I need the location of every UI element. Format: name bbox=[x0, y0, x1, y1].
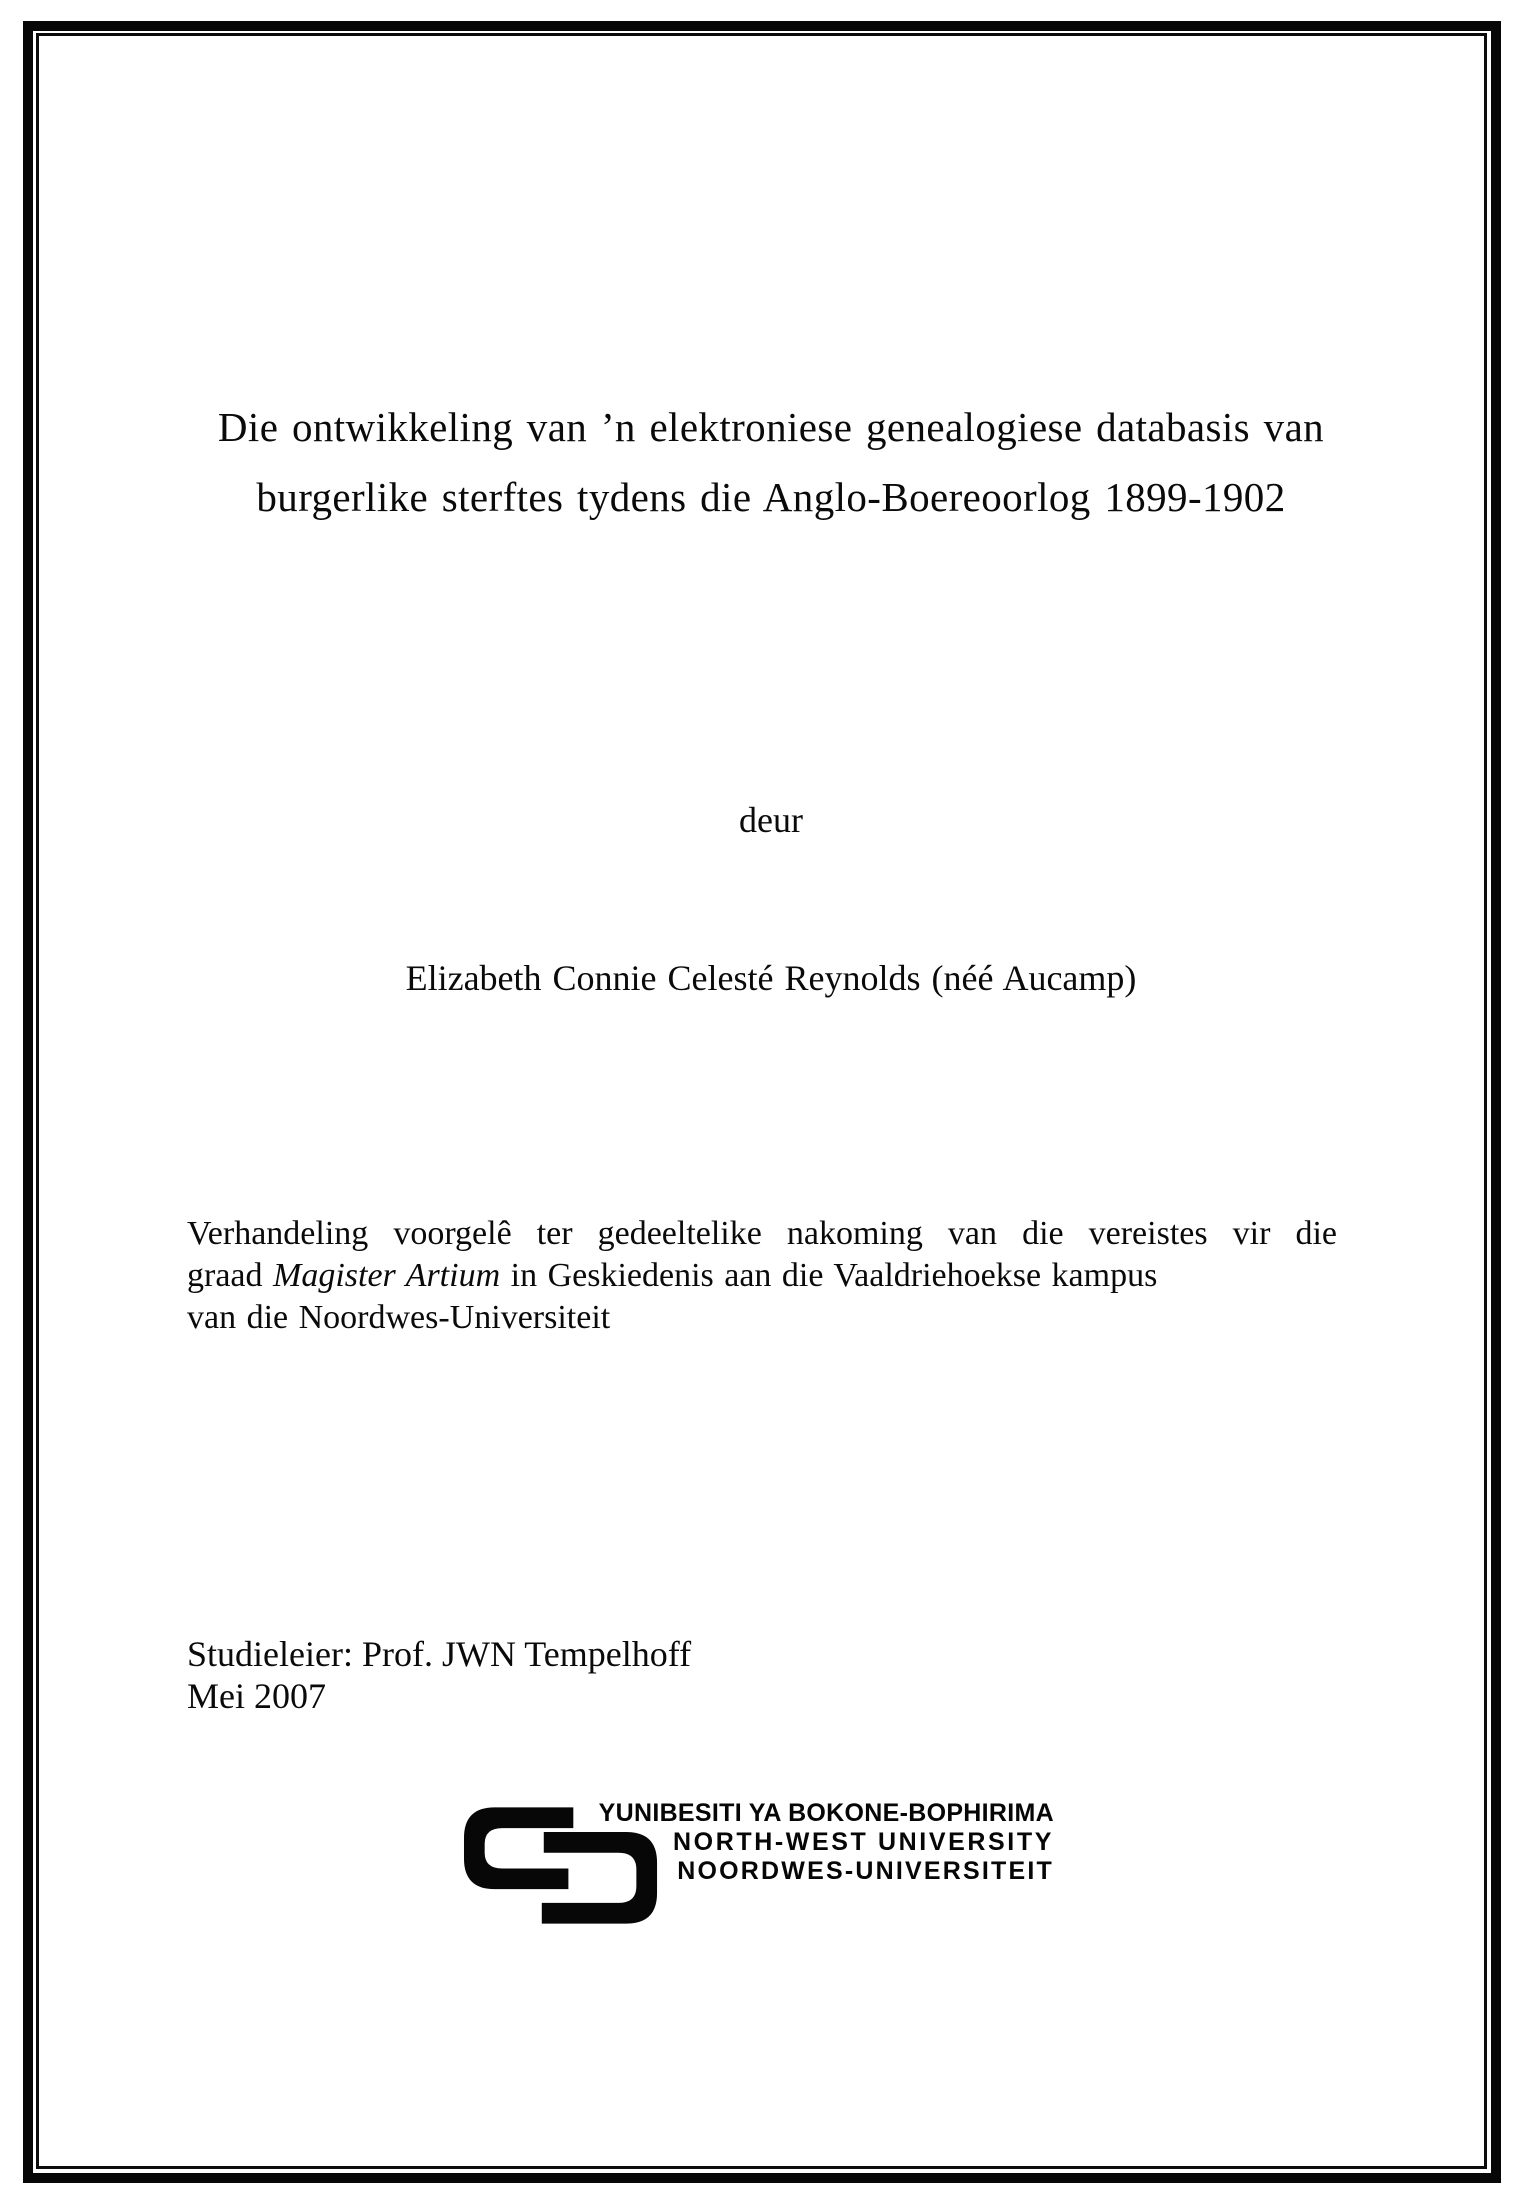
degree-statement-line2-suffix: in Geskiedenis aan die Vaaldriehoekse kampus bbox=[500, 1257, 1158, 1294]
degree-statement bbox=[187, 1213, 1337, 1339]
supervisor-line: Studieleier: Prof. JWN Tempelhoff bbox=[187, 1634, 692, 1674]
thesis-title-line2: burgerlike sterftes tydens die Anglo-Boereoorlog 1899-1902 bbox=[256, 474, 1286, 520]
degree-statement-line2 bbox=[187, 1255, 1337, 1297]
date-line: Mei 2007 bbox=[187, 1676, 326, 1716]
degree-statement-line3: van die Noordwes-Universiteit bbox=[187, 1299, 611, 1336]
degree-statement-line1: Verhandeling voorgelê ter gedeeltelike nakoming van die vereistes vir die bbox=[187, 1215, 1337, 1252]
logo-text-setswana: YUNIBESITI YA BOKONE-BOPHIRIMA bbox=[598, 1799, 1054, 1827]
thesis-title bbox=[45, 392, 1497, 532]
byline-label: deur bbox=[739, 800, 803, 840]
degree-statement-line2-prefix: graad bbox=[187, 1257, 274, 1294]
thesis-title-line1: Die ontwikkeling van ’n elektroniese genealogiese databasis van bbox=[217, 404, 1325, 450]
university-logo-text bbox=[540, 1799, 1054, 1886]
author-name: Elizabeth Connie Celesté Reynolds (néé Aucamp) bbox=[405, 958, 1137, 998]
supervisor-block bbox=[187, 1633, 691, 1717]
logo-text-afrikaans: NOORDWES-UNIVERSITEIT bbox=[677, 1857, 1054, 1885]
logo-text-english: NORTH-WEST UNIVERSITY bbox=[673, 1828, 1054, 1856]
degree-name-italic: Magister Artium bbox=[273, 1257, 501, 1294]
